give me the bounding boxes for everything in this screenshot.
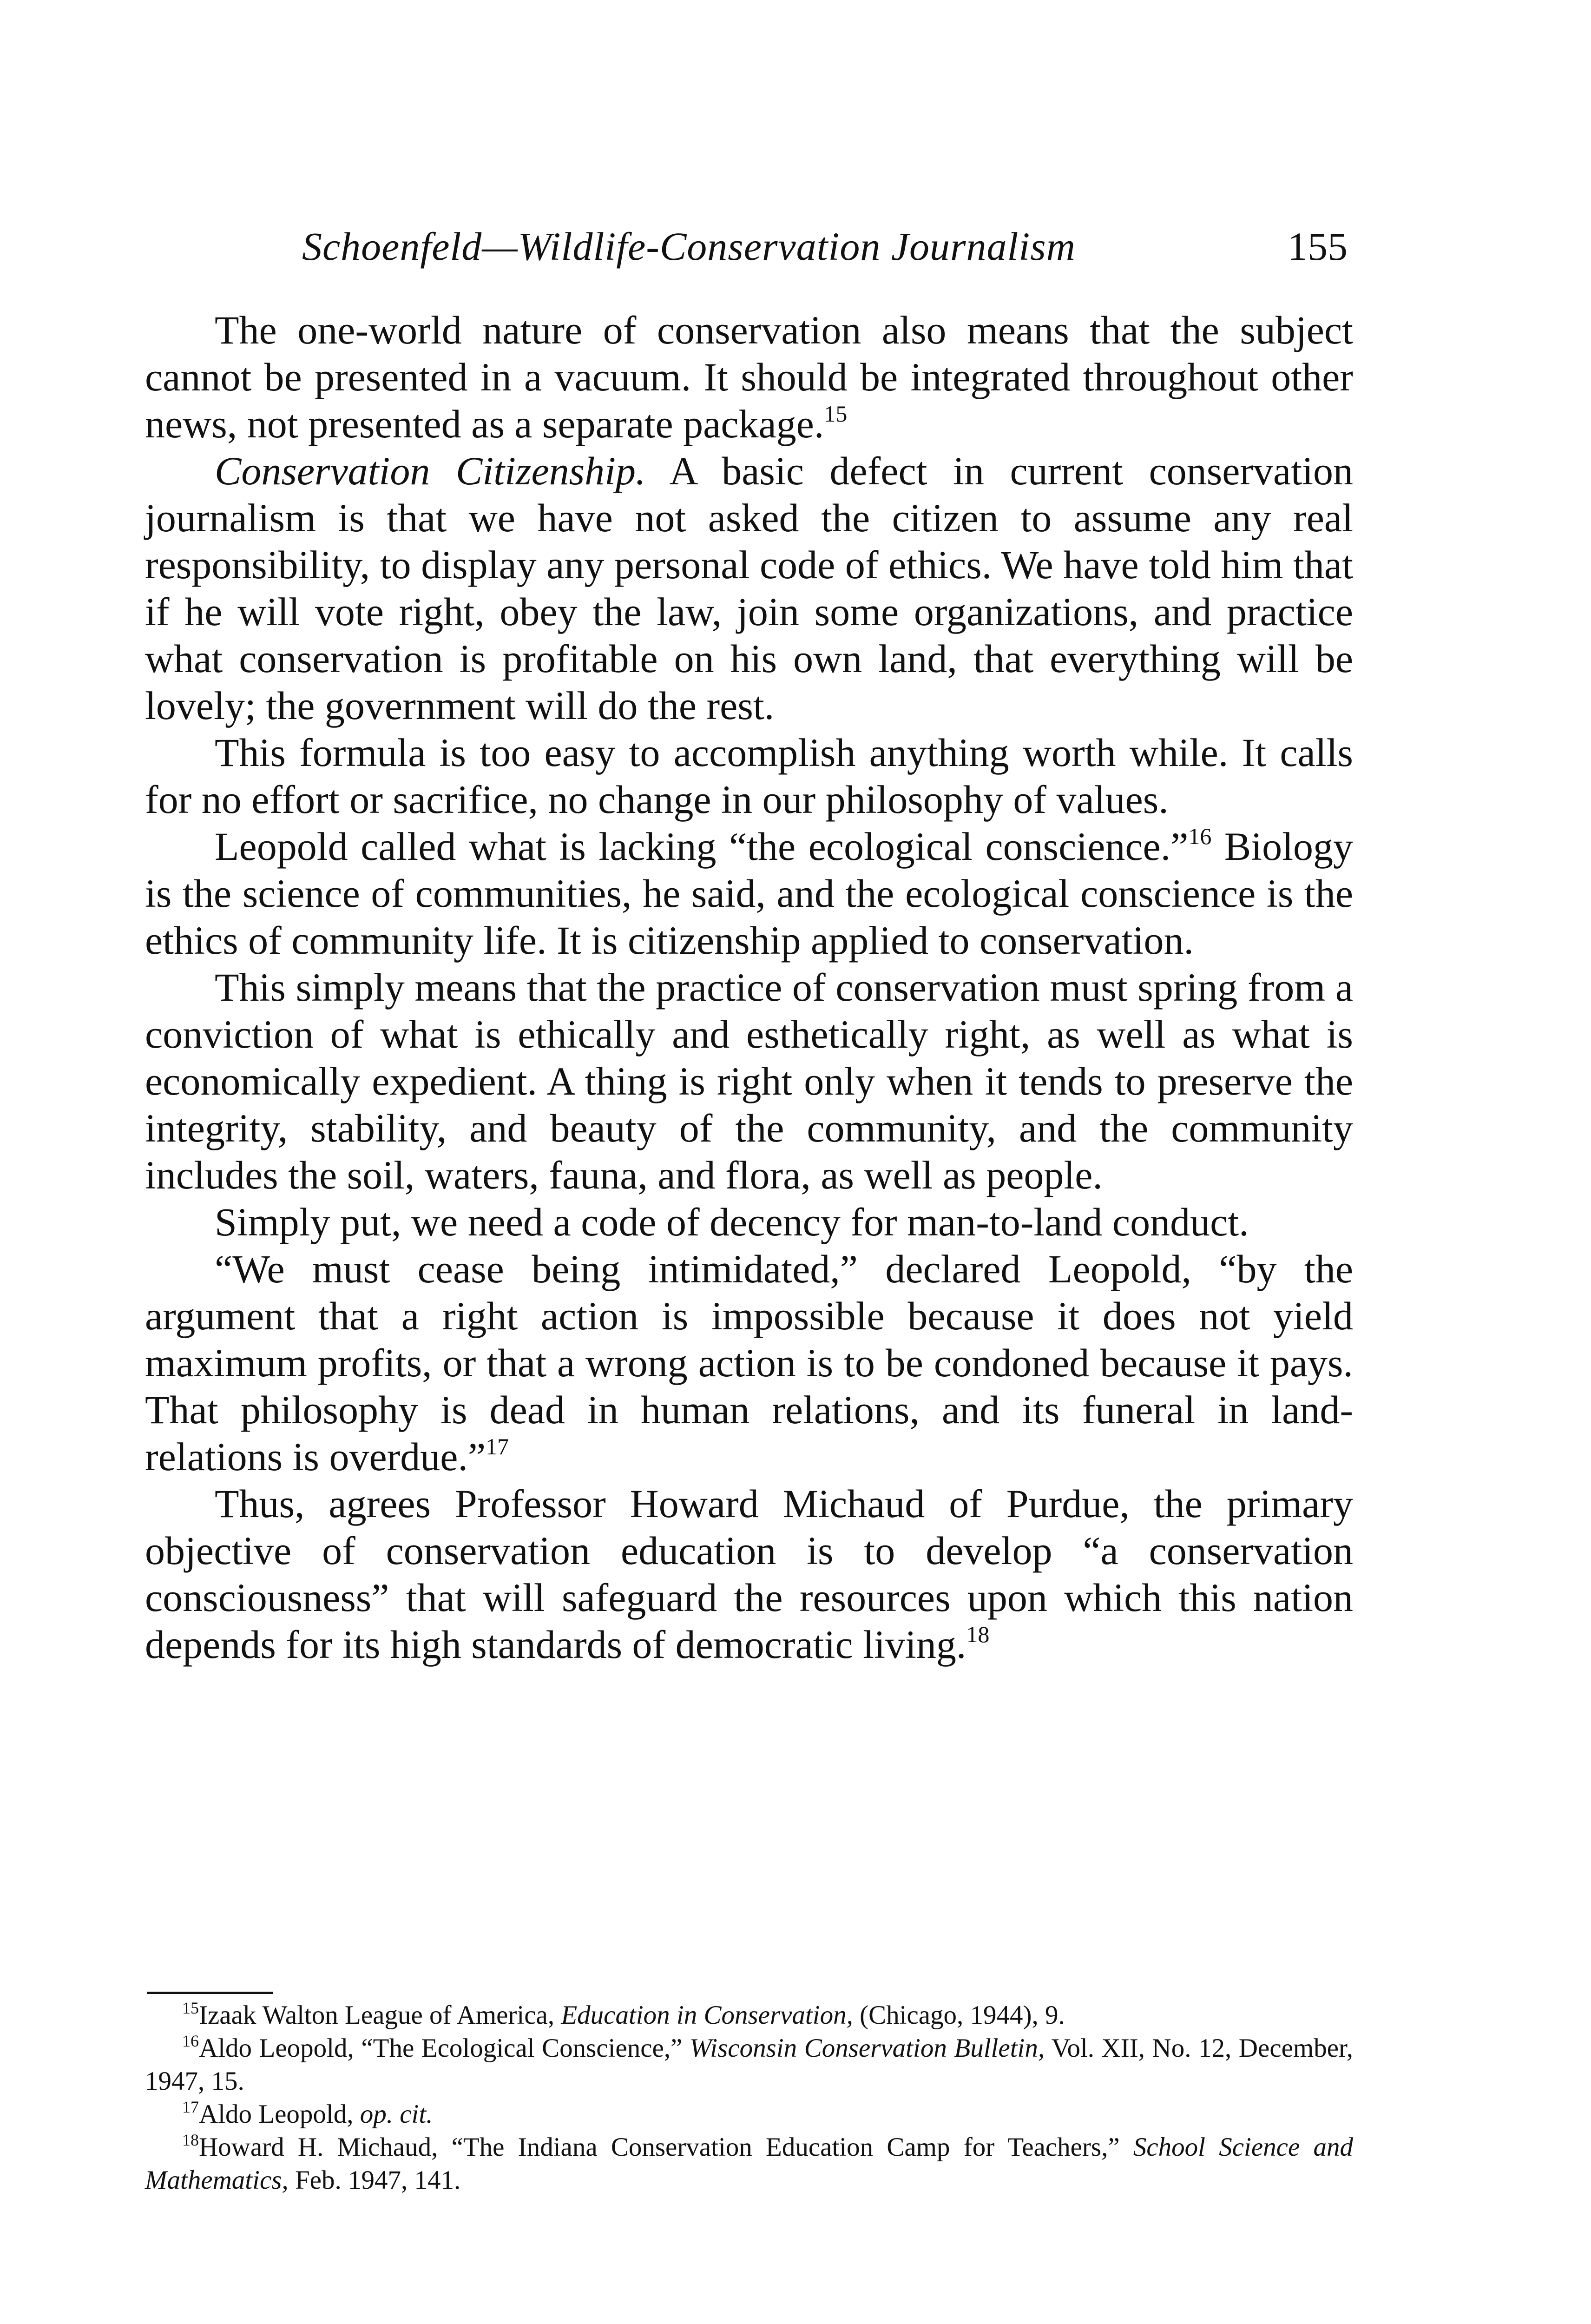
footnote <box>145 2098 1353 2131</box>
running-title: Schoenfeld—Wildlife-Conservation Journalism <box>302 224 1076 269</box>
footnote-marker: 17 <box>486 1433 509 1459</box>
paragraph-text: Leopold called what is lacking “the ecological conscience.” <box>215 824 1189 869</box>
paragraph <box>145 307 1353 448</box>
footnote-text: Aldo Leopold, <box>199 2100 360 2129</box>
paragraph-text: The one-world nature of conservation also means that the subject cannot be presented in a vacuum. It should be integrated throughout other news, not presented as a separate package. <box>145 308 1353 446</box>
paragraph-text: This simply means that the practice of conservation must spring from a conviction of what is ethically and esthetically right, as well as what is economically expedient. A thing is right only when it tends to preserve the integrity, stability, and beauty of the community, and the community includes the soil, waters, fauna, and flora, as well as people. <box>145 965 1353 1197</box>
footnote-marker: 15 <box>824 401 848 427</box>
footnote-number: 17 <box>182 2098 199 2116</box>
paragraph-text: Biology is the science of communities, he said, and the ecological conscience is the ethics of community life. It is citizenship applied to conservation. <box>145 824 1353 963</box>
footnote-marker: 18 <box>966 1621 990 1647</box>
footnote-title: Education in Conservation, <box>561 2000 853 2030</box>
footnote-number: 18 <box>182 2131 199 2149</box>
body-text <box>145 307 1353 1668</box>
footnote-title: op. cit. <box>360 2100 433 2129</box>
footnote <box>145 2032 1353 2098</box>
footnote-title: School Science and Mathematics, <box>145 2133 1353 2195</box>
footnotes <box>145 1999 1353 2197</box>
paragraph-text: This formula is too easy to accomplish anything worth while. It calls for no effort or sacrifice, no change in our philosophy of values. <box>145 730 1353 822</box>
footnote-text: Howard H. Michaud, “The Indiana Conservation Education Camp for Teachers,” <box>199 2133 1133 2162</box>
paragraph <box>145 964 1353 1199</box>
paragraph <box>145 1246 1353 1480</box>
footnote-marker: 16 <box>1188 823 1212 849</box>
footnote-text: Feb. 1947, 141. <box>288 2166 461 2195</box>
paragraph <box>145 448 1353 729</box>
footnote-number: 15 <box>182 1999 199 2017</box>
paragraph <box>145 729 1353 823</box>
footnote-text: (Chicago, 1944), 9. <box>853 2000 1065 2030</box>
footnote <box>145 1999 1353 2032</box>
footnote-text: Vol. XII, No. 12, December, 1947, 15. <box>145 2034 1353 2096</box>
subhead: Conservation Citizenship. <box>215 449 646 493</box>
paragraph <box>145 1199 1353 1246</box>
paragraph-text: Simply put, we need a code of decency for man-to-land conduct. <box>215 1200 1249 1244</box>
footnote-title: Wisconsin Conservation Bulletin, <box>689 2034 1045 2063</box>
footnote-text: Izaak Walton League of America, <box>199 2000 561 2030</box>
footnote-text: Aldo Leopold, “The Ecological Conscience,” <box>199 2034 690 2063</box>
paragraph <box>145 823 1353 964</box>
footnote-number: 16 <box>182 2032 199 2050</box>
paragraph-text: “We must cease being intimidated,” declared Leopold, “by the argument that a right action is impossible because it does not yield maximum profits, or that a wrong action is to be condoned because it pays. That philosophy is dead in human relations, and its funeral in land-relations is overdue.” <box>145 1247 1353 1479</box>
footnote-divider <box>147 1992 273 1994</box>
running-head <box>302 211 1348 281</box>
paragraph-text: A basic defect in current conservation journalism is that we have not asked the citizen to assume any real responsibility, to display any personal code of ethics. We have told him that if he will vote right, obey the law, join some organizations, and practice what conservation is profitable on his own land, that everything will be lovely; the government will do the rest. <box>145 449 1354 728</box>
paragraph-text: Thus, agrees Professor Howard Michaud of Purdue, the primary objective of conservation education is to develop “a conservation consciousness” that will safeguard the resources upon which this nation depends for its high standards of democratic living. <box>145 1481 1353 1667</box>
paragraph <box>145 1480 1353 1668</box>
page-number: 155 <box>1288 224 1348 269</box>
footnote <box>145 2131 1353 2197</box>
